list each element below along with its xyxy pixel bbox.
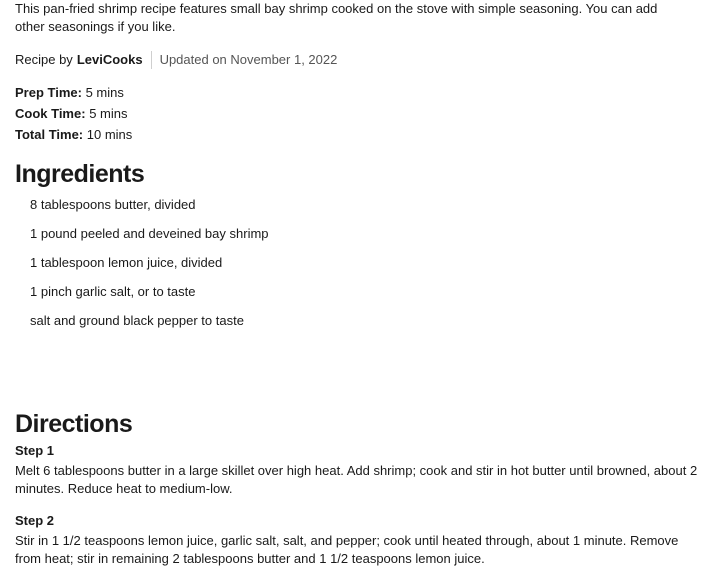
directions-steps xyxy=(15,442,700,568)
direction-step xyxy=(15,442,700,498)
prep-time-value: 5 mins xyxy=(85,85,124,100)
ingredient-item: salt and ground black pepper to taste xyxy=(30,313,244,328)
directions-heading: Directions xyxy=(15,410,133,438)
updated-date: Updated on November 1, 2022 xyxy=(159,52,338,67)
byline-divider xyxy=(151,51,152,69)
cook-time-label: Cook Time: xyxy=(15,106,86,121)
step-label: Step 1 xyxy=(15,443,55,458)
cook-time xyxy=(15,103,695,124)
ingredient-item: 1 pound peeled and deveined bay shrimp xyxy=(30,226,269,241)
step-text: Melt 6 tablespoons butter in a large skillet over high heat. Add shrimp; cook and stir in hot butter until browned, about 2 minutes. Reduce heat to medium-low. xyxy=(15,463,698,496)
prep-time-label: Prep Time: xyxy=(15,85,82,100)
total-time xyxy=(15,124,695,145)
cook-time-value: 5 mins xyxy=(89,106,128,121)
prep-time xyxy=(15,82,695,103)
recipe-times xyxy=(15,82,695,145)
total-time-value: 10 mins xyxy=(86,127,133,142)
ingredients-heading: Ingredients xyxy=(15,160,145,188)
ingredient-item: 8 tablespoons butter, divided xyxy=(30,197,196,212)
ingredient-item: 1 tablespoon lemon juice, divided xyxy=(30,255,223,270)
step-label: Step 2 xyxy=(15,513,55,528)
ingredient-item: 1 pinch garlic salt, or to taste xyxy=(30,284,196,299)
recipe-byline xyxy=(15,51,695,69)
step-text: Stir in 1 1/2 teaspoons lemon juice, garlic salt, salt, and pepper; cook until heated through, about 1 minute. Remove from heat; stir in remaining 2 tablespoons butter and 1 1/2 teaspoons lemon juice. xyxy=(15,533,679,566)
direction-step xyxy=(15,512,700,568)
total-time-label: Total Time: xyxy=(15,127,84,142)
author-link[interactable]: LeviCooks xyxy=(76,52,143,67)
ingredients-list xyxy=(15,196,695,341)
byline-prefix: Recipe by xyxy=(15,52,73,67)
recipe-description: This pan-fried shrimp recipe features small bay shrimp cooked on the stove with simple seasoning. You can add other seasonings if you like. xyxy=(15,1,658,34)
